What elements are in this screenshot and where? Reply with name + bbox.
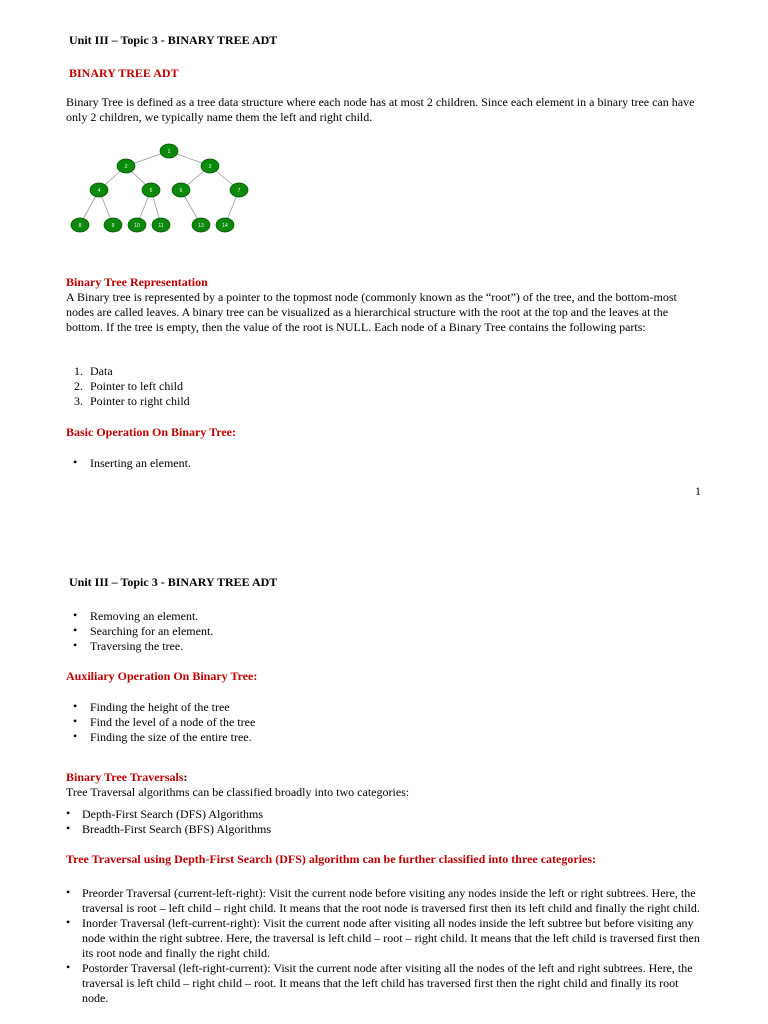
intro-paragraph: Binary Tree is defined as a tree data structure where each node has at most 2 children. Since each element in a binary tree can have only 2 children, we typically name them the left and right child. xyxy=(66,95,695,124)
list-item: • Finding the size of the entire tree. xyxy=(73,729,252,744)
node-parts-list xyxy=(66,364,190,409)
tree-node-label: 5 xyxy=(149,188,153,194)
traversals-heading-text: Binary Tree Traversals xyxy=(66,770,184,784)
tree-node-label: 14 xyxy=(222,223,228,229)
tree-node-label: 7 xyxy=(237,188,241,194)
representation-heading: Binary Tree Representation xyxy=(66,275,208,289)
list-item: • Depth-First Search (DFS) Algorithms xyxy=(66,806,263,821)
page-header: Unit III – Topic 3 - BINARY TREE ADT xyxy=(69,33,278,47)
tree-node-label: 9 xyxy=(111,223,115,229)
tree-node-label: 11 xyxy=(158,223,164,229)
list-item: • Inorder Traversal (left-current-right): Visit the current node after visiting all nodes inside the left subtree but before visiting any node within the right subtree. Here, the traversal is left child – root – right child. It means that the left child is traversed first then its root node and finally the right child. xyxy=(66,915,700,960)
dfs-heading: Tree Traversal using Depth-First Search (DFS) algorithm can be further classified into three categories: xyxy=(66,852,597,866)
binary-tree-diagram xyxy=(66,138,266,256)
list-item: • Finding the height of the tree xyxy=(73,699,230,714)
traversal-categories-list xyxy=(66,807,466,837)
list-item: • Breadth-First Search (BFS) Algorithms xyxy=(66,821,271,836)
tree-node-label: 2 xyxy=(124,164,128,170)
list-item: 3. Pointer to right child xyxy=(74,394,190,408)
tree-node-label: 10 xyxy=(134,223,140,229)
list-item: • Find the level of a node of the tree xyxy=(73,714,256,729)
tree-node-label: 6 xyxy=(179,188,183,194)
list-item: • Searching for an element. xyxy=(73,623,214,638)
tree-node-label: 13 xyxy=(198,223,204,229)
page-header: Unit III – Topic 3 - BINARY TREE ADT xyxy=(69,575,278,589)
auxiliary-operations-list xyxy=(66,700,466,745)
list-item: • Inserting an element. xyxy=(73,455,191,470)
basic-operations-heading: Basic Operation On Binary Tree: xyxy=(66,425,236,439)
list-item: • Postorder Traversal (left-right-current): Visit the current node after visiting all the nodes of the left and right subtrees. Here, the traversal is left child – right child – root. It means that the left child has traversed first then the right child and finally its root node. xyxy=(66,960,693,1005)
list-item: 1. Data xyxy=(74,364,113,378)
traversals-paragraph: Tree Traversal algorithms can be classified broadly into two categories: xyxy=(66,785,410,799)
list-item: • Removing an element. xyxy=(73,608,199,623)
page-title: BINARY TREE ADT xyxy=(69,66,179,80)
traversals-heading-colon: : xyxy=(183,770,188,784)
list-item: • Traversing the tree. xyxy=(73,638,184,653)
tree-node-label: 3 xyxy=(208,164,212,170)
representation-paragraph: A Binary tree is represented by a pointer to the topmost node (commonly known as the “root”) of the tree, and the bottom-most nodes are called leaves. A binary tree can be visualized as a hierarchical structure with the root at the top and the leaves at the bottom. If the tree is empty, then the value of the root is NULL. Each node of a Binary Tree contains the following parts: xyxy=(66,290,677,334)
tree-node-label: 8 xyxy=(78,223,82,229)
tree-node-label: 4 xyxy=(97,188,101,194)
auxiliary-operations-heading: Auxiliary Operation On Binary Tree: xyxy=(66,669,258,683)
basic-operations-list xyxy=(66,456,366,471)
basic-operations-list-continued xyxy=(66,609,366,654)
dfs-categories-list xyxy=(66,886,706,1006)
traversals-heading xyxy=(66,770,188,785)
list-item: • Preorder Traversal (current-left-right): Visit the current node before visiting any nodes inside the left or right subtrees. Here, the traversal is root – left child – right child. It means that the root node is traversed first then its left child and finally the right child. xyxy=(66,885,700,915)
page-number: 1 xyxy=(695,484,701,498)
tree-node-label: 1 xyxy=(167,149,171,155)
list-item: 2. Pointer to left child xyxy=(74,379,183,393)
